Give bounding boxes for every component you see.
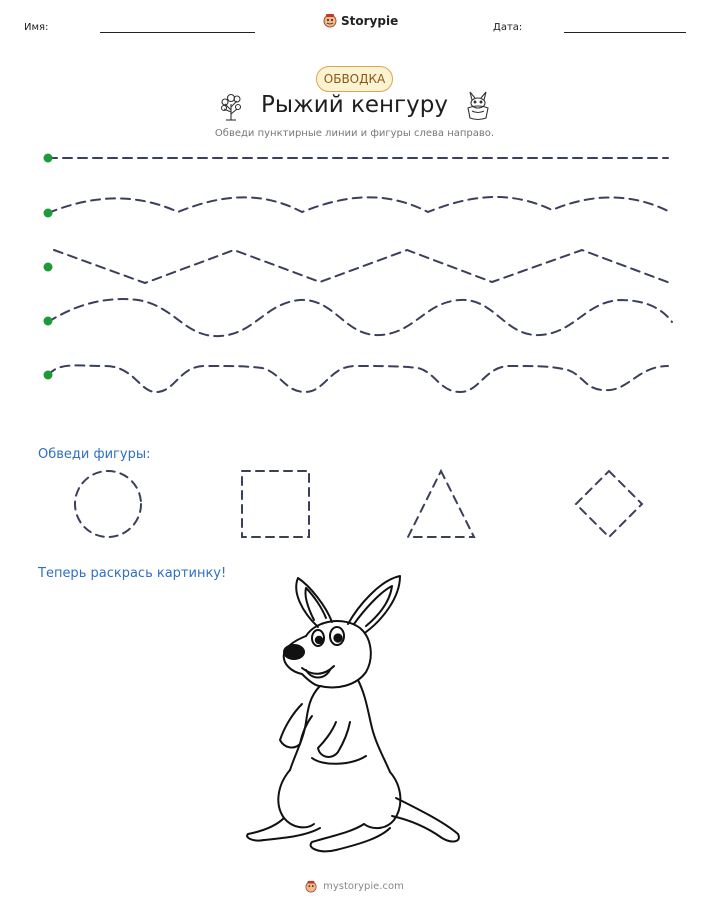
tracing-line-wave-1[interactable] [48,197,670,213]
tracing-diamond[interactable] [576,471,642,537]
start-dot [44,154,53,163]
storypie-logo-icon [305,880,317,893]
instructions: Обведи пунктирные линии и фигуры слева направо. [214,128,495,139]
category-badge: ОБВОДКА [316,66,393,92]
footer [0,880,709,893]
tracing-triangle[interactable] [408,471,474,537]
brand-name: Storypie [341,13,399,28]
storypie-logo [323,13,398,28]
page-title: Рыжий кенгуру [261,92,448,118]
date-label: Дата: [493,22,523,33]
start-dot [44,317,53,326]
name-label: Имя: [24,22,49,33]
date-field-line[interactable] [564,32,686,33]
kangaroo-head-icon [464,90,492,122]
tracing-lines-area [0,140,709,400]
kangaroo-coloring-picture[interactable] [240,572,470,867]
tracing-line-wave-2[interactable] [48,299,672,336]
tracing-line-zigzag[interactable] [54,250,670,283]
footer-url[interactable]: mystorypie.com [323,881,404,892]
tracing-line-bumps[interactable] [48,365,668,392]
name-field-line[interactable] [100,32,255,33]
start-dot [44,209,53,218]
shapes-area [0,460,709,550]
storypie-logo-icon [323,13,337,28]
shapes-heading: Обведи фигуры: [38,447,151,462]
start-dot [44,263,53,272]
tracing-square[interactable] [242,471,309,537]
tracing-circle[interactable] [75,471,141,537]
start-dot [44,371,53,380]
coloring-heading: Теперь раскрась картинку! [38,566,227,581]
